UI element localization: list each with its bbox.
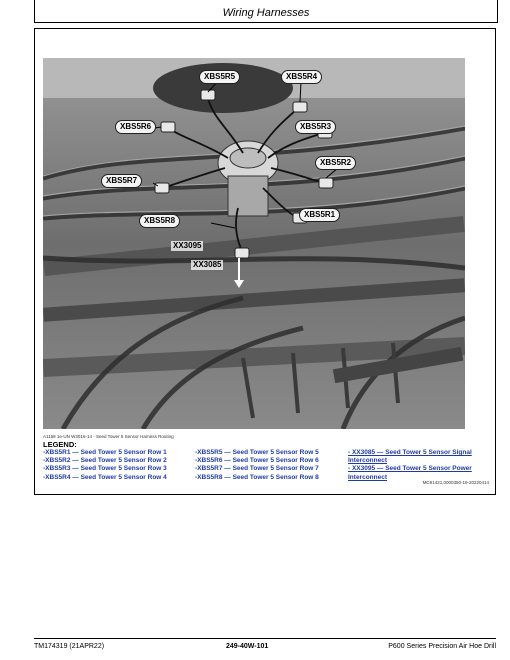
header-frame bbox=[34, 0, 498, 23]
footer-manual-number: TM174319 (21APR22) bbox=[34, 643, 105, 650]
page-title: Wiring Harnesses bbox=[222, 7, 310, 19]
legend-item-xbs5r1[interactable]: -XBS5R1 — Seed Tower 5 Sensor Row 1 bbox=[43, 449, 167, 456]
legend-item-xbs5r3[interactable]: -XBS5R3 — Seed Tower 5 Sensor Row 3 bbox=[43, 465, 167, 473]
figure-caption: A1168 1e-UN W3016-14 - Seed Tower 5 Sensor Harness Routing bbox=[43, 434, 174, 439]
legend-item-xbs5r5[interactable]: -XBS5R5 — Seed Tower 5 Sensor Row 5 bbox=[195, 449, 319, 456]
harness-routing-photo bbox=[43, 58, 465, 429]
legend-item-xbs5r6[interactable]: -XBS5R6 — Seed Tower 5 Sensor Row 6 bbox=[195, 457, 319, 465]
callout-xbs5r3: XBS5R3 bbox=[295, 120, 336, 134]
callout-xx3095: XX3095 bbox=[173, 241, 202, 250]
callout-xbs5r1: XBS5R1 bbox=[299, 208, 340, 222]
callout-xbs5r6: XBS5R6 bbox=[115, 120, 156, 134]
legend-item-xbs5r4[interactable]: -XBS5R4 — Seed Tower 5 Sensor Row 4 bbox=[43, 473, 167, 481]
callout-xbs5r5: XBS5R5 bbox=[199, 70, 240, 84]
legend-column-1 bbox=[43, 449, 167, 482]
callout-xbs5r4: XBS5R4 bbox=[281, 70, 322, 84]
footer-page-number: 249-40W-101 bbox=[226, 643, 269, 650]
document-id: MC91421,0000350-19-20220414 bbox=[422, 480, 489, 485]
legend-item-xbs5r7[interactable]: -XBS5R7 — Seed Tower 5 Sensor Row 7 bbox=[195, 465, 319, 473]
legend-item-xx3095[interactable]: - XX3095 — Seed Tower 5 Sensor Power Interconnect bbox=[348, 465, 472, 481]
legend-column-3 bbox=[348, 449, 494, 482]
legend-column-2 bbox=[195, 449, 319, 482]
legend-item-xbs5r8[interactable]: -XBS5R8 — Seed Tower 5 Sensor Row 8 bbox=[195, 473, 319, 481]
callout-xbs5r2: XBS5R2 bbox=[315, 156, 356, 170]
callout-xbs5r8: XBS5R8 bbox=[139, 214, 180, 228]
callout-xx3085: XX3085 bbox=[193, 260, 222, 269]
legend-item-xx3085[interactable]: - XX3085 — Seed Tower 5 Sensor Signal Interconnect bbox=[348, 449, 472, 465]
content-frame bbox=[34, 28, 496, 495]
footer-divider bbox=[34, 638, 496, 639]
photo-illustration bbox=[43, 58, 465, 429]
footer-product-name: P600 Series Precision Air Hoe Drill bbox=[388, 643, 496, 650]
legend-title: LEGEND: bbox=[43, 440, 77, 449]
callout-xbs5r7: XBS5R7 bbox=[101, 174, 142, 188]
legend-item-xbs5r2[interactable]: -XBS5R2 — Seed Tower 5 Sensor Row 2 bbox=[43, 457, 167, 465]
